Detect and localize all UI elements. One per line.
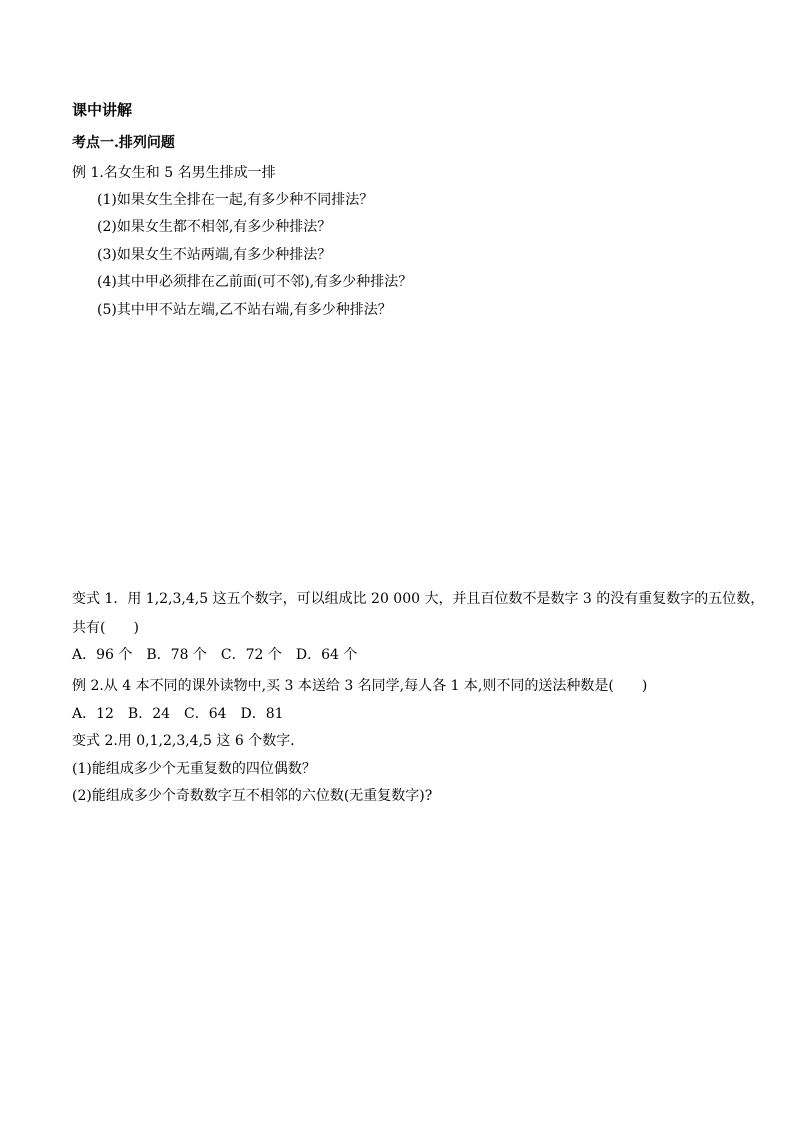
- section-title: 课中讲解: [72, 101, 133, 119]
- example1-question-3: (3)如果女生不站两端,有多少种排法？: [97, 247, 332, 263]
- variant2-question-1: (1)能组成多少个无重复数的四位偶数？: [72, 761, 316, 777]
- example1-question-2: (2)如果女生都不相邻,有多少种排法？: [97, 219, 332, 235]
- example2-stem: 例 2.从 4 本不同的课外读物中,买 3 本送给 3 名同学,每人各 1 本,则不同的送法种数是( ): [72, 678, 648, 694]
- variant2-question-2: (2)能组成多少个奇数数字互不相邻的六位数(无重复数字)?: [72, 788, 433, 804]
- variant1-stem-line1: 变式 1．用 1,2,3,4,5 这五个数字，可以组成比 20 000 大，并且百位数不是数字 3 的没有重复数字的五位数，: [72, 591, 765, 607]
- variant1-stem-line2: 共有( ): [72, 620, 139, 636]
- topic-heading: 考点一.排列问题: [72, 135, 175, 151]
- example1-question-5: (5)其中甲不站左端,乙不站右端,有多少种排法？: [97, 302, 392, 318]
- variant1-options: A．96 个 B．78 个 C．72 个 D．64 个: [72, 647, 358, 663]
- example1-stem: 例 1.名女生和 5 名男生排成一排: [72, 165, 276, 181]
- example1-question-1: (1)如果女生全排在一起,有多少种不同排法？: [97, 192, 374, 208]
- example1-question-4: (4)其中甲必须排在乙前面(可不邻),有多少种排法？: [97, 274, 413, 290]
- example2-options: A．12 B．24 C．64 D．81: [72, 706, 284, 722]
- variant2-stem: 变式 2.用 0,1,2,3,4,5 这 6 个数字．: [72, 733, 305, 749]
